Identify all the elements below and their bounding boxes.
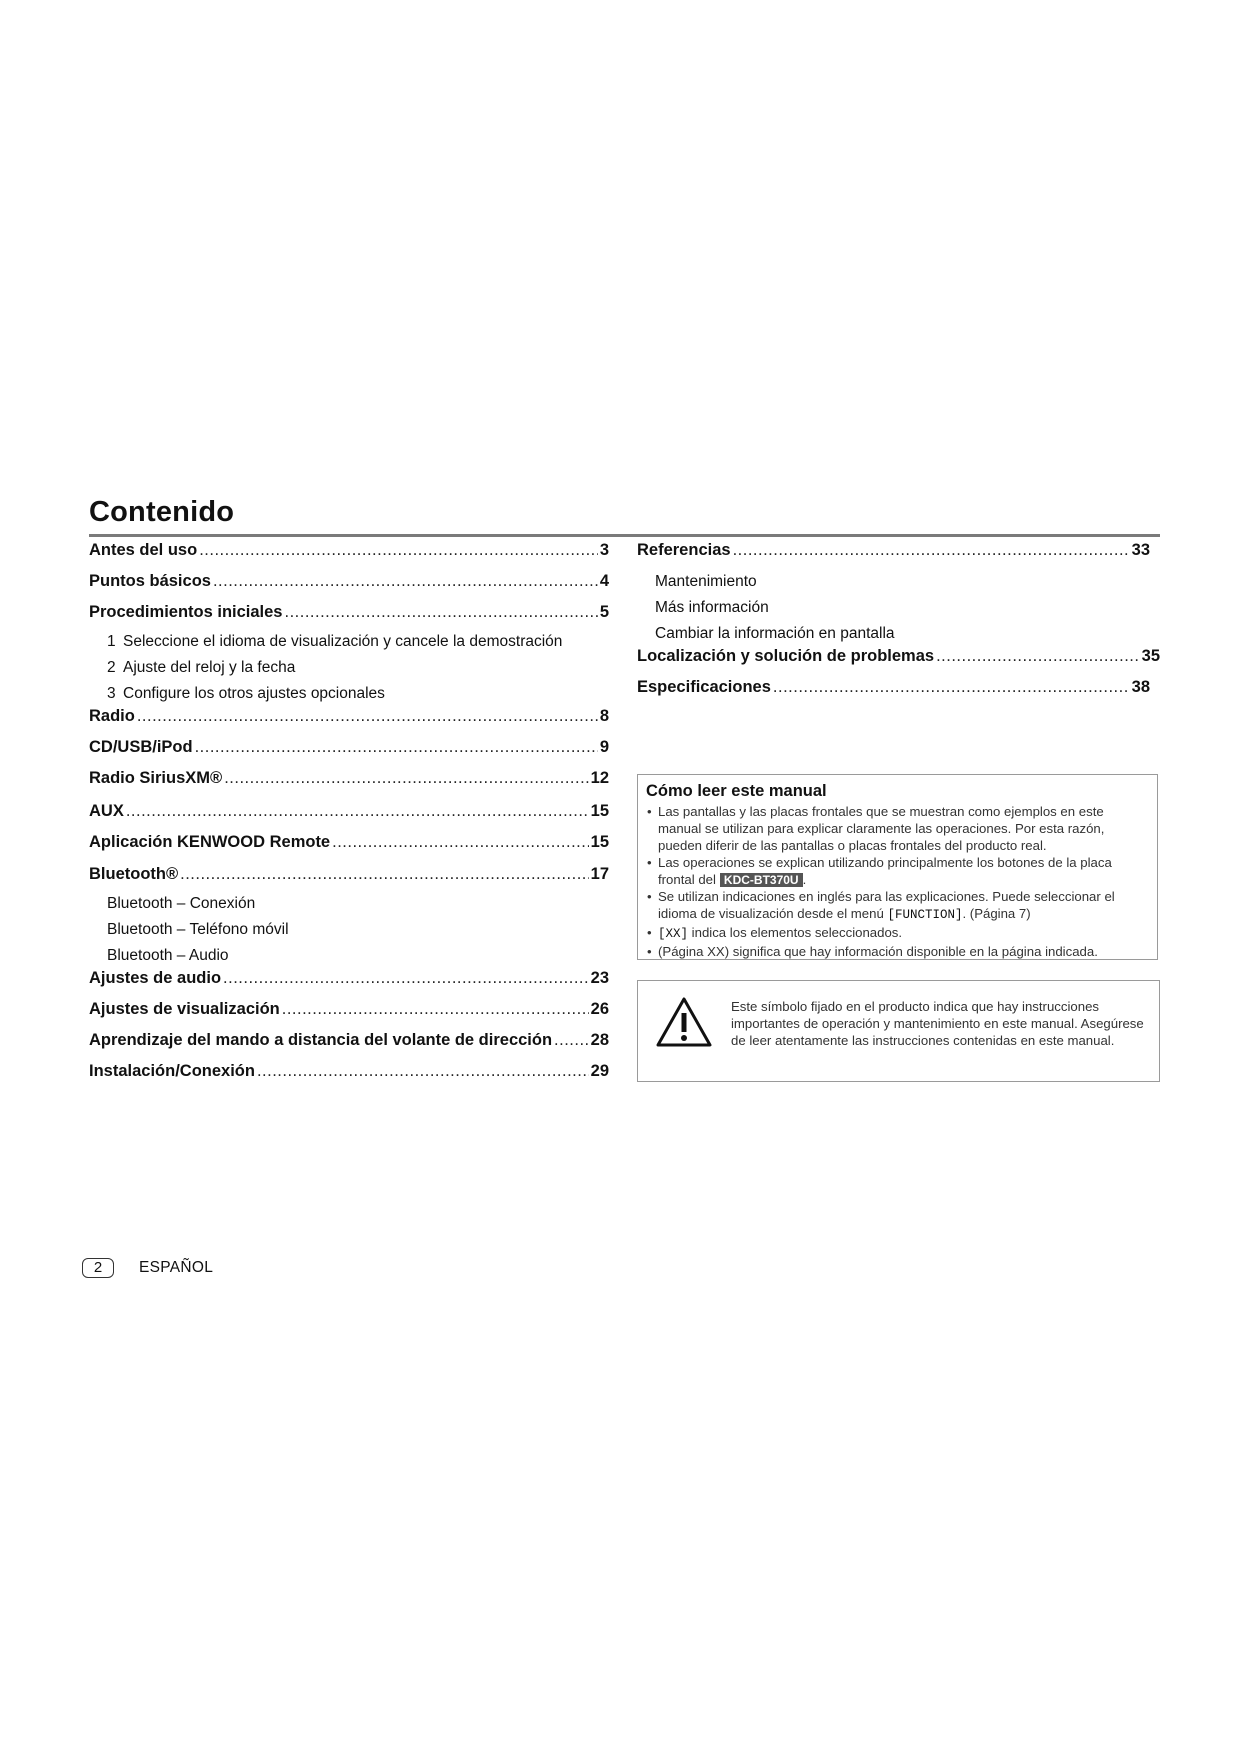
toc-subentry[interactable]: Bluetooth – Conexión bbox=[107, 895, 256, 912]
toc-page: 4 bbox=[599, 572, 609, 590]
toc-entry-procedimientos-iniciales[interactable] bbox=[89, 603, 609, 627]
toc-label: Ajustes de audio bbox=[89, 969, 222, 987]
warning-triangle-icon bbox=[656, 997, 712, 1047]
toc-label: Bluetooth® bbox=[89, 865, 179, 883]
toc-leader bbox=[195, 738, 598, 757]
how-to-read-title: Cómo leer este manual bbox=[646, 782, 827, 800]
toc-subentries-procedimientos bbox=[89, 629, 609, 707]
toc-leader bbox=[285, 603, 598, 622]
toc-entry-ajustes-visualizacion[interactable] bbox=[89, 1000, 609, 1024]
toc-label: Antes del uso bbox=[89, 541, 198, 559]
how-to-read-item: • Las pantallas y las placas frontales que se muestran como ejemplos en este manual se utilizan para explicar claramente las operaciones. Por esta razón, pueden diferir de las pantallas o placas frontales del producto real. bbox=[646, 803, 1149, 854]
toc-page: 15 bbox=[590, 833, 609, 851]
toc-subentry[interactable]: 3 Configure los otros ajustes opcionales bbox=[107, 685, 385, 702]
toc-leader bbox=[554, 1031, 589, 1050]
language-label: ESPAÑOL bbox=[139, 1259, 214, 1276]
warning-text: Este símbolo fijado en el producto indica que hay instrucciones importantes de operación y mantenimiento en este manual. Asegúrese de leer atentamente las instrucciones contenidas en este manual. bbox=[731, 999, 1144, 1048]
toc-subentries-bluetooth bbox=[89, 891, 609, 969]
toc-page: 15 bbox=[590, 802, 609, 820]
toc-subentry[interactable]: Bluetooth – Audio bbox=[107, 947, 229, 964]
toc-label: Instalación/Conexión bbox=[89, 1062, 255, 1080]
toc-entry-especificaciones[interactable] bbox=[637, 678, 1150, 702]
toc-subentry[interactable]: Bluetooth – Teléfono móvil bbox=[107, 921, 289, 938]
toc-page: 8 bbox=[599, 707, 609, 725]
warning-box bbox=[637, 980, 1160, 1082]
toc-page: 28 bbox=[590, 1031, 609, 1049]
toc-subentry[interactable]: 1 Seleccione el idioma de visualización y cancele la demostración bbox=[107, 633, 563, 650]
toc-page: 26 bbox=[590, 1000, 609, 1018]
toc-leader bbox=[224, 769, 588, 788]
page-number: 2 bbox=[82, 1258, 114, 1278]
toc-entry-bluetooth[interactable] bbox=[89, 865, 609, 889]
toc-leader bbox=[773, 678, 1130, 697]
toc-page: 3 bbox=[599, 541, 609, 559]
toc-label: Radio SiriusXM® bbox=[89, 769, 223, 787]
toc-leader bbox=[282, 1000, 589, 1019]
toc-label: Radio bbox=[89, 707, 135, 725]
toc-entry-cd-usb-ipod[interactable] bbox=[89, 738, 609, 762]
toc-right-column bbox=[637, 541, 1160, 702]
toc-entry-referencias[interactable] bbox=[637, 541, 1150, 565]
toc-subentry[interactable]: Mantenimiento bbox=[655, 573, 757, 590]
toc-label: Ajustes de visualización bbox=[89, 1000, 280, 1018]
toc-entry-puntos-basicos[interactable] bbox=[89, 572, 609, 596]
function-key-label: [FUNCTION] bbox=[887, 908, 963, 922]
toc-page: 12 bbox=[590, 769, 609, 787]
toc-entry-solucion-problemas[interactable] bbox=[637, 647, 1160, 671]
toc-page: 5 bbox=[599, 603, 609, 621]
how-to-read-item: • Se utilizan indicaciones en inglés para las explicaciones. Puede seleccionar el idioma de visualización desde el menú [FUNCTION]. (Página 7) bbox=[646, 888, 1149, 924]
toc-label: CD/USB/iPod bbox=[89, 738, 193, 756]
toc-left-column bbox=[89, 541, 609, 1086]
toc-leader bbox=[213, 572, 598, 591]
toc-label: Localización y solución de problemas bbox=[637, 647, 935, 665]
toc-leader bbox=[199, 541, 598, 560]
page-footer bbox=[82, 1258, 213, 1278]
toc-leader bbox=[223, 969, 589, 988]
toc-leader bbox=[332, 833, 589, 852]
toc-label: Especificaciones bbox=[637, 678, 771, 696]
toc-subentry[interactable]: 2 Ajuste del reloj y la fecha bbox=[107, 659, 296, 676]
title-divider bbox=[89, 534, 1160, 537]
toc-label: Puntos básicos bbox=[89, 572, 211, 590]
toc-subentry[interactable]: Más información bbox=[655, 599, 769, 616]
selected-item-key-label: [XX] bbox=[658, 927, 689, 941]
page-title: Contenido bbox=[89, 496, 235, 528]
toc-label: Aprendizaje del mando a distancia del volante de dirección bbox=[89, 1031, 553, 1049]
toc-leader bbox=[257, 1062, 589, 1081]
how-to-read-box bbox=[637, 774, 1158, 960]
toc-page: 29 bbox=[590, 1062, 609, 1080]
toc-entry-antes-del-uso[interactable] bbox=[89, 541, 609, 565]
toc-entry-radio[interactable] bbox=[89, 707, 609, 731]
how-to-read-item: • Las operaciones se explican utilizando principalmente los botones de la placa frontal del KDC-BT370U . bbox=[646, 854, 1149, 888]
toc-leader bbox=[126, 802, 589, 821]
toc-entry-mando-volante[interactable] bbox=[89, 1031, 609, 1055]
how-to-read-item: • (Página XX) significa que hay información disponible en la página indicada. bbox=[646, 943, 1149, 960]
toc-subentries-referencias bbox=[637, 569, 1160, 647]
toc-entry-aux[interactable] bbox=[89, 802, 609, 826]
toc-page: 9 bbox=[599, 738, 609, 756]
toc-page: 33 bbox=[1131, 541, 1150, 559]
toc-page: 38 bbox=[1131, 678, 1150, 696]
toc-subentry[interactable]: Cambiar la información en pantalla bbox=[655, 625, 895, 642]
toc-leader bbox=[936, 647, 1140, 666]
toc-entry-kenwood-remote[interactable] bbox=[89, 833, 609, 857]
how-to-read-list bbox=[646, 803, 1149, 960]
toc-page: 17 bbox=[590, 865, 609, 883]
toc-leader bbox=[137, 707, 598, 726]
model-badge: KDC-BT370U bbox=[720, 873, 803, 887]
toc-label: AUX bbox=[89, 802, 124, 820]
toc-page: 35 bbox=[1141, 647, 1160, 665]
toc-entry-ajustes-audio[interactable] bbox=[89, 969, 609, 993]
toc-label: Aplicación KENWOOD Remote bbox=[89, 833, 331, 851]
toc-label: Procedimientos iniciales bbox=[89, 603, 283, 621]
toc-entry-instalacion[interactable] bbox=[89, 1062, 609, 1086]
toc-label: Referencias bbox=[637, 541, 731, 559]
toc-page: 23 bbox=[590, 969, 609, 987]
toc-leader bbox=[733, 541, 1130, 560]
how-to-read-item: • [XX] indica los elementos seleccionados. bbox=[646, 924, 1149, 943]
toc-leader bbox=[180, 865, 589, 884]
toc-entry-radio-siriusxm[interactable] bbox=[89, 769, 609, 793]
